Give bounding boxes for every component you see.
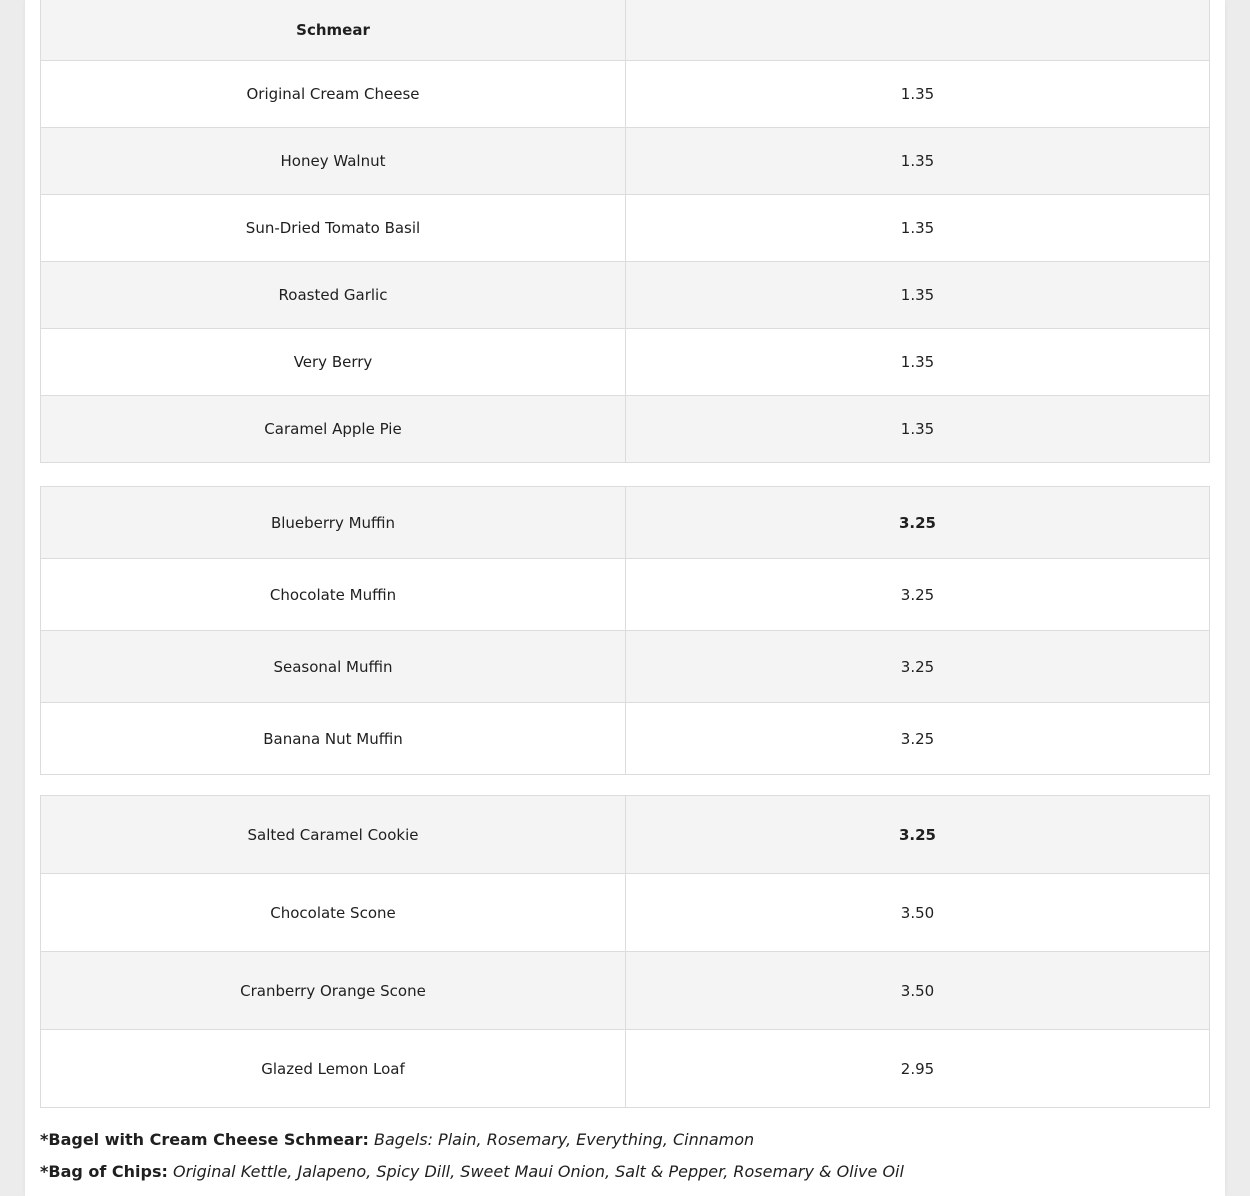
item-price: 3.25: [626, 703, 1210, 775]
item-name: Seasonal Muffin: [41, 631, 626, 703]
note-text: Bagels: Plain, Rosemary, Everything, Cinnamon: [374, 1130, 755, 1149]
note-label: *Bagel with Cream Cheese Schmear:: [40, 1130, 369, 1149]
note-label: *Bag of Chips:: [40, 1162, 168, 1181]
schmear-header: Schmear: [41, 0, 626, 61]
bakery-table: [40, 795, 1210, 1108]
item-price: 1.35: [626, 396, 1210, 463]
item-price: 3.25: [626, 559, 1210, 631]
footnotes: [40, 1124, 1210, 1188]
schmear-table: [40, 0, 1210, 463]
item-price: 3.25: [626, 631, 1210, 703]
item-name: Honey Walnut: [41, 128, 626, 195]
item-price: 1.35: [626, 195, 1210, 262]
item-name: Cranberry Orange Scone: [41, 952, 626, 1030]
item-price: 2.95: [626, 1030, 1210, 1108]
item-price: 3.50: [626, 952, 1210, 1030]
table-header-row: [41, 0, 1210, 61]
table-row: [41, 559, 1210, 631]
item-price: 1.35: [626, 329, 1210, 396]
item-name: Chocolate Scone: [41, 874, 626, 952]
item-price: 1.35: [626, 61, 1210, 128]
table-row: [41, 262, 1210, 329]
item-price: 3.25: [626, 796, 1210, 874]
item-name: Chocolate Muffin: [41, 559, 626, 631]
item-name: Glazed Lemon Loaf: [41, 1030, 626, 1108]
item-name: Sun-Dried Tomato Basil: [41, 195, 626, 262]
item-name: Salted Caramel Cookie: [41, 796, 626, 874]
menu-page: [25, 0, 1225, 1196]
table-row: [41, 874, 1210, 952]
item-name: Original Cream Cheese: [41, 61, 626, 128]
item-price: 1.35: [626, 262, 1210, 329]
table-row: [41, 61, 1210, 128]
bagel-note: [40, 1124, 1210, 1156]
item-name: Very Berry: [41, 329, 626, 396]
table-row: [41, 631, 1210, 703]
header-empty-cell: [626, 0, 1210, 61]
table-row: [41, 329, 1210, 396]
table-row: [41, 703, 1210, 775]
chips-note: [40, 1156, 1210, 1188]
item-name: Roasted Garlic: [41, 262, 626, 329]
item-price: 3.25: [626, 487, 1210, 559]
note-text: Original Kettle, Jalapeno, Spicy Dill, Sweet Maui Onion, Salt & Pepper, Rosemary & Olive Oil: [173, 1162, 904, 1181]
table-row: [41, 487, 1210, 559]
item-name: Blueberry Muffin: [41, 487, 626, 559]
item-name: Banana Nut Muffin: [41, 703, 626, 775]
table-row: [41, 952, 1210, 1030]
table-row: [41, 195, 1210, 262]
item-price: 1.35: [626, 128, 1210, 195]
table-row: [41, 396, 1210, 463]
muffin-table: [40, 486, 1210, 775]
table-row: [41, 128, 1210, 195]
item-price: 3.50: [626, 874, 1210, 952]
table-row: [41, 1030, 1210, 1108]
item-name: Caramel Apple Pie: [41, 396, 626, 463]
table-row: [41, 796, 1210, 874]
